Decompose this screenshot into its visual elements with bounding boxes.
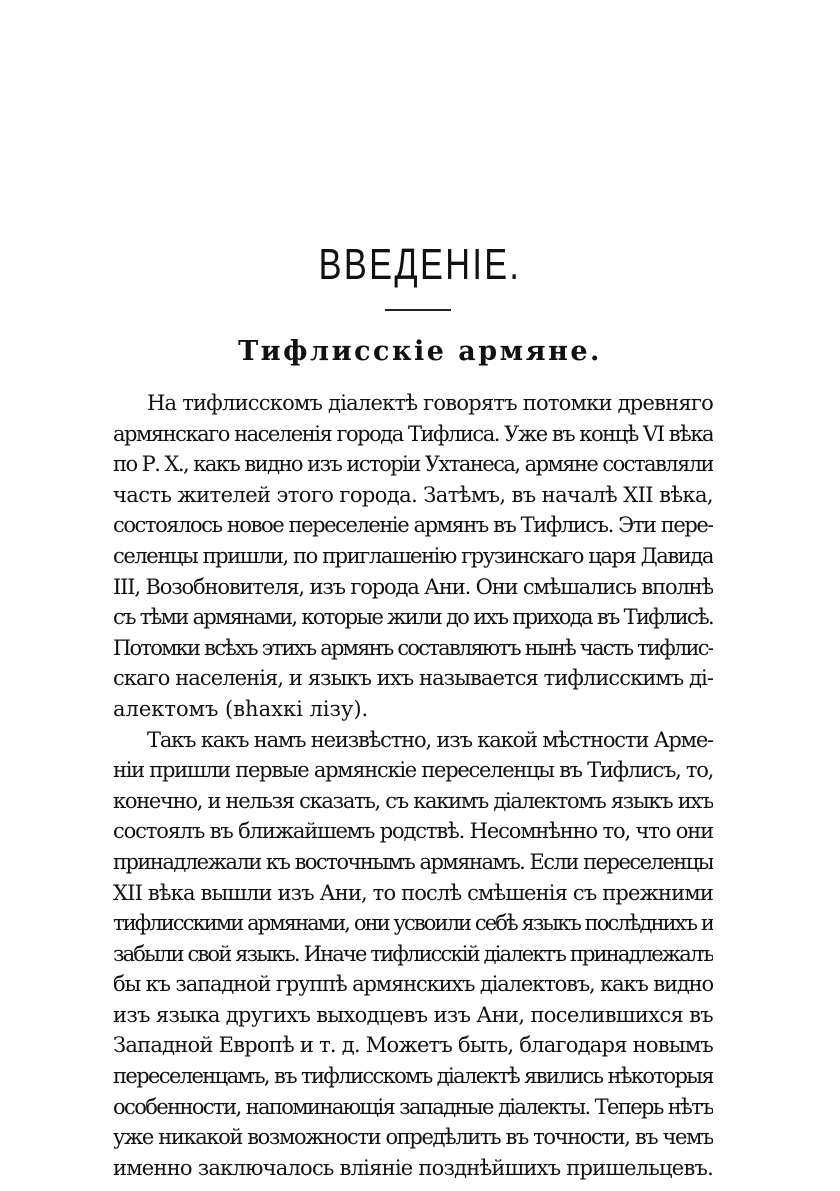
- title-divider: [385, 309, 451, 311]
- paragraph: [113, 388, 713, 725]
- text-line: особенности, напоминающія западные діалекты. Теперь нѣтъ: [113, 1094, 713, 1119]
- text-line: переселенцамъ, въ тифлисскомъ діалектѣ явились нѣкоторыя: [113, 1064, 713, 1089]
- text-line: конечно, и нельзя сказать, съ какимъ діалектомъ языкъ ихъ: [113, 788, 713, 813]
- text-line: Западной Европѣ и т. д. Можетъ быть, благодаря новымъ: [113, 1033, 713, 1058]
- text-line: по Р. X., какъ видно изъ исторіи Ухтанеса, армяне составляли: [113, 452, 713, 477]
- text-line: На тифлисскомъ діалектѣ говорятъ потомки древняго: [147, 391, 713, 415]
- section-title: Тифлисскіе армяне.: [238, 336, 602, 367]
- text-line: состоялъ въ ближайшемъ родствѣ. Несомнѣнно то, что они: [113, 819, 713, 844]
- text-line: ніи пришли первые армянскіе переселенцы въ Тифлисъ, то,: [113, 758, 713, 783]
- text-line: селенцы пришли, по приглашенію грузинскаго царя Давида: [113, 543, 713, 568]
- text-line: изъ языка другихъ выходцевъ изъ Ани, поселившихся въ: [113, 1002, 713, 1027]
- body-text: [113, 388, 713, 1183]
- text-line: армянскаго населенія города Тифлиса. Уже въ концѣ VI вѣка: [113, 421, 713, 446]
- paragraph: [113, 725, 713, 1184]
- text-line: именно заключалось вліяніе позднѣйшихъ пришельцевъ.: [113, 1155, 713, 1180]
- text-line: съ тѣми армянами, которые жили до ихъ прихода въ Тифлисѣ.: [113, 605, 713, 630]
- text-line: III, Возобновителя, изъ города Ани. Они смѣшались вполнѣ: [113, 574, 713, 599]
- text-line: состоялось новое переселеніе армянъ въ Тифлисъ. Эти пере-: [113, 513, 713, 538]
- text-line: алектомъ (вһахкі лізу).: [113, 696, 369, 721]
- text-line: Такъ какъ намъ неизвѣстно, изъ какой мѣстности Арме-: [147, 727, 713, 752]
- text-line: забыли свой языкъ. Иначе тифлисскій діалектъ принадлежалъ: [113, 941, 713, 966]
- chapter-title: ВВЕДЕНІЕ.: [318, 240, 522, 289]
- text-line: принадлежали къ восточнымъ армянамъ. Если переселенцы: [113, 849, 713, 874]
- text-line: часть жителей этого города. Затѣмъ, въ началѣ XII вѣка,: [113, 482, 713, 507]
- text-line: скаго населенія, и языкъ ихъ называется тифлисскимъ ді-: [113, 666, 713, 691]
- text-line: XII вѣка вышли изъ Ани, то послѣ смѣшенія съ прежними: [113, 880, 713, 905]
- text-line: тифлисскими армянами, они усвоили себѣ языкъ послѣднихъ и: [113, 911, 713, 936]
- text-line: Потомки всѣхъ этихъ армянъ составляютъ нынѣ часть тифлис-: [113, 635, 713, 660]
- text-line: бы къ западной группѣ армянскихъ діалектовъ, какъ видно: [113, 972, 713, 997]
- text-line: уже никакой возможности опредѣлить въ точности, въ чемъ: [113, 1125, 713, 1150]
